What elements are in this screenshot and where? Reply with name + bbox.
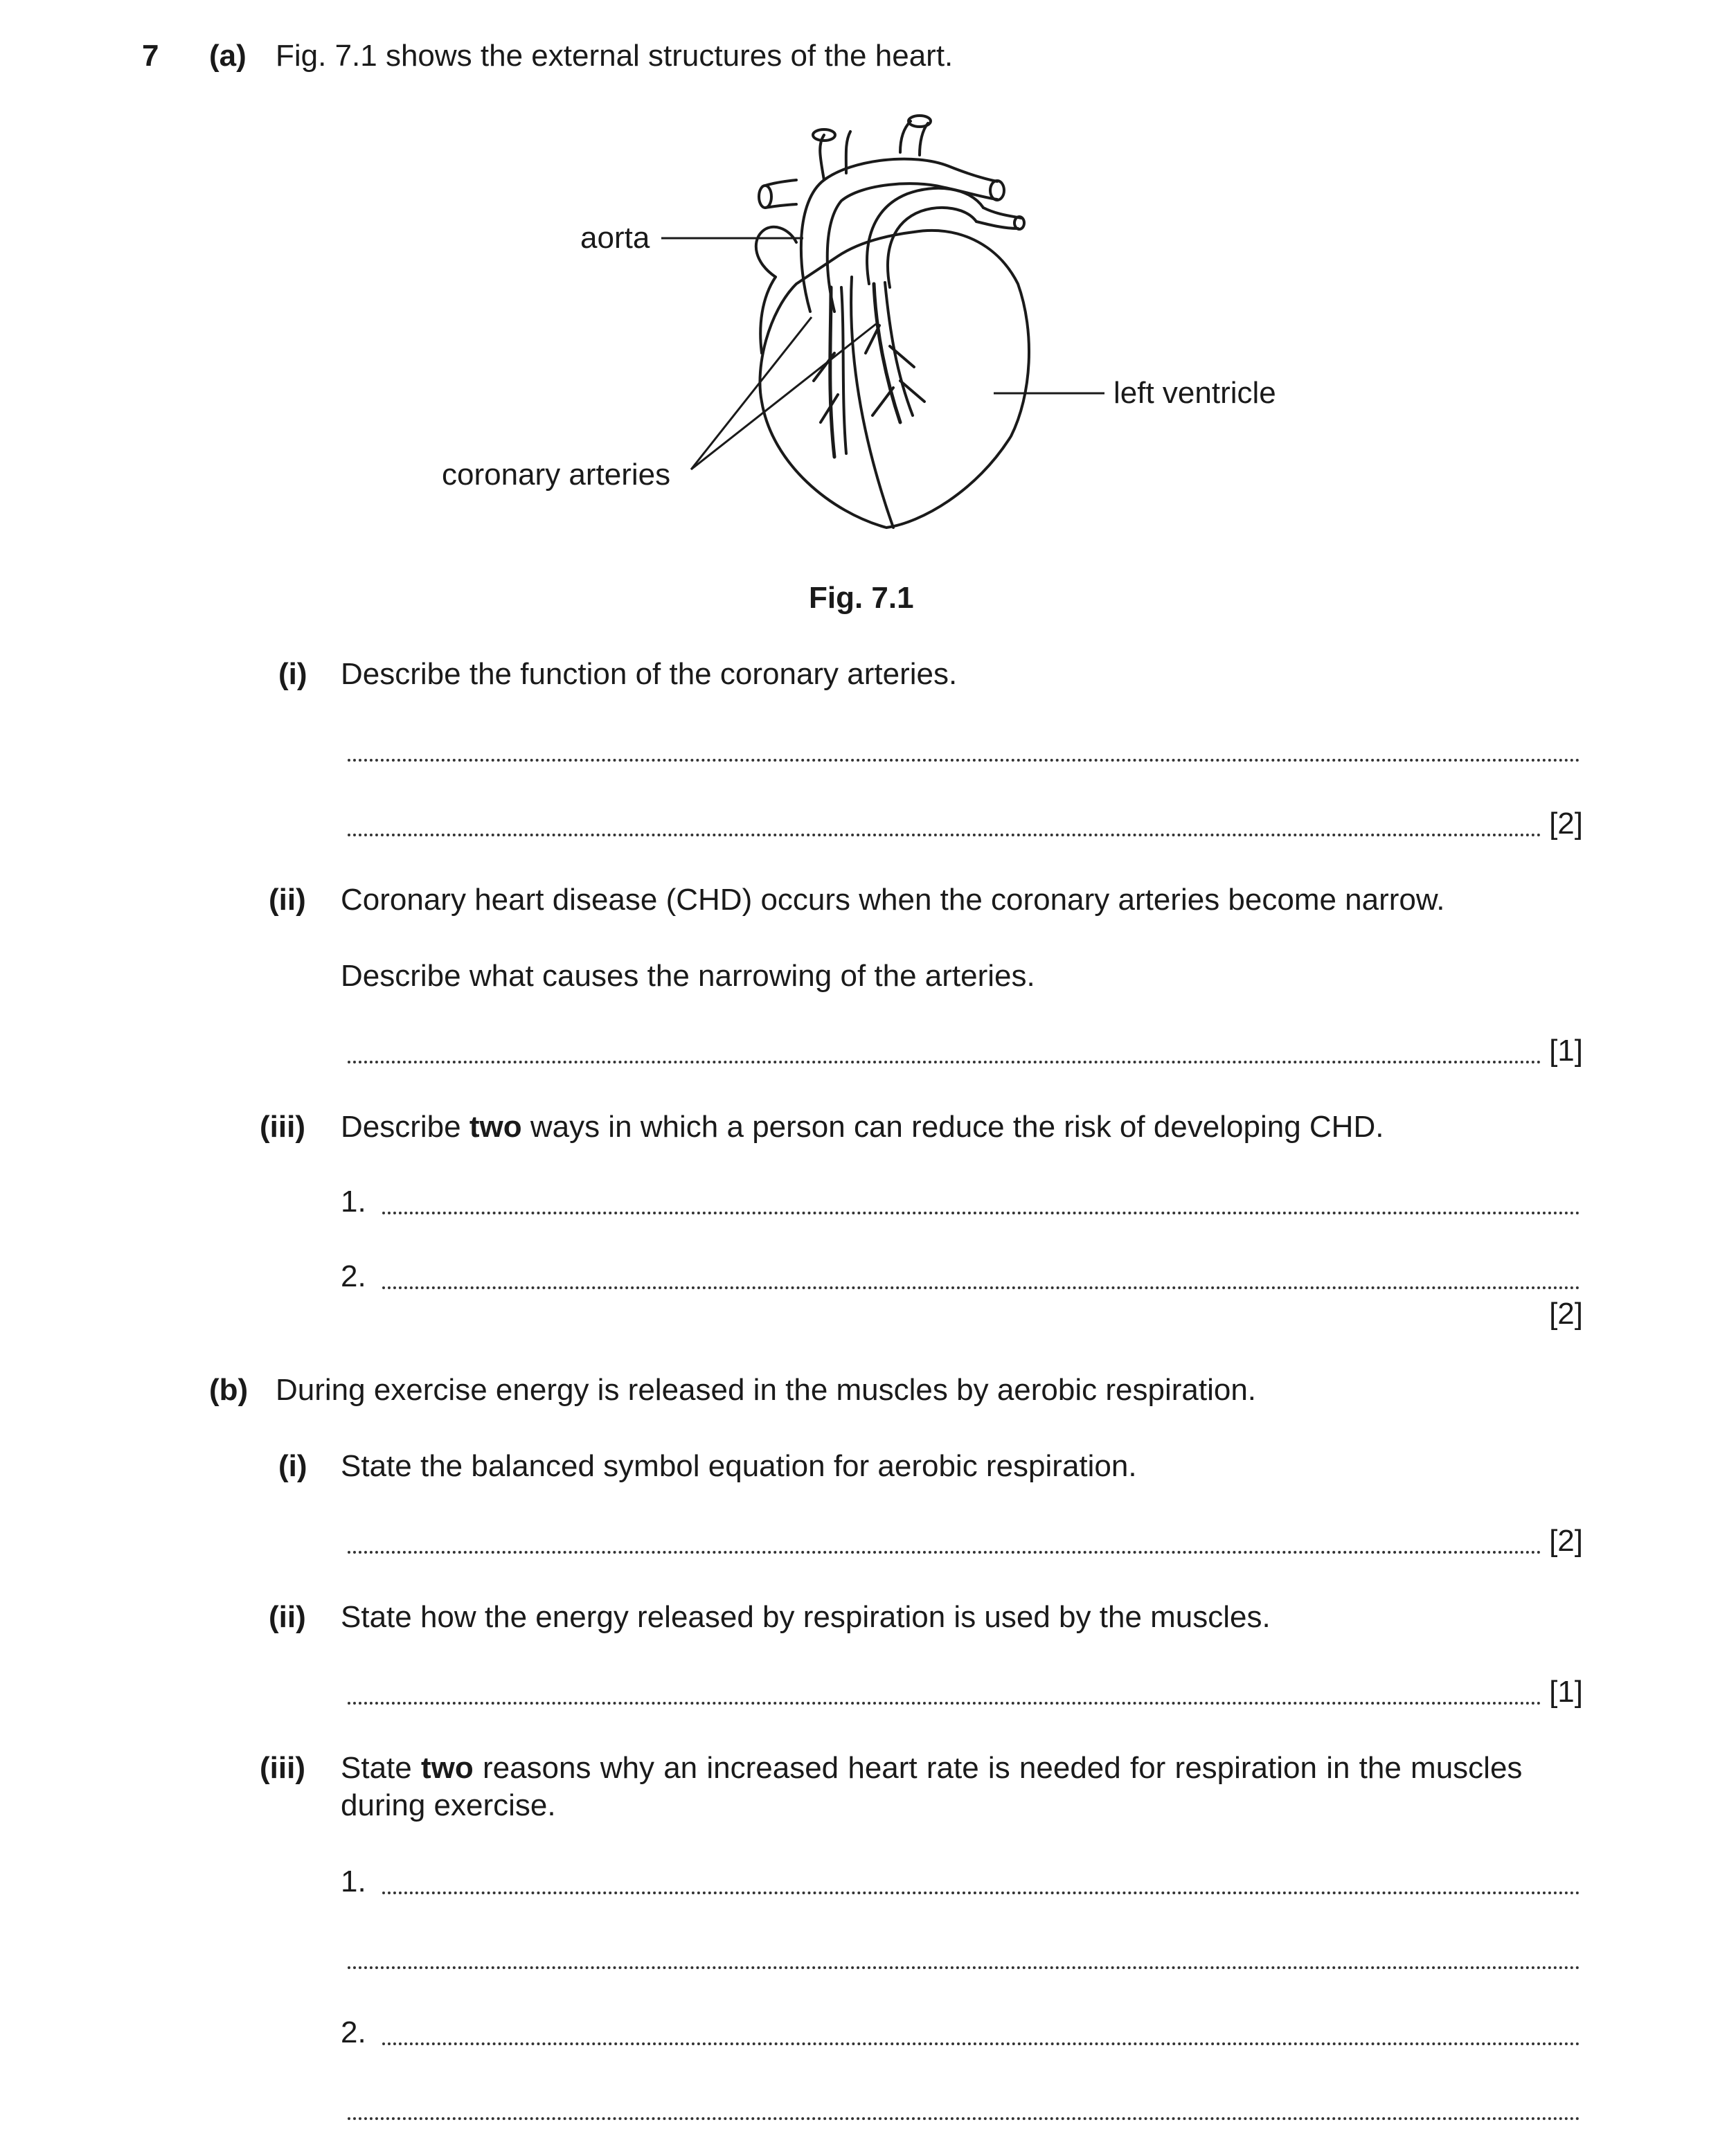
answer-line[interactable]: [348, 1933, 1580, 1969]
part-b-intro: During exercise energy is released in the muscles by aerobic respiration.: [276, 1373, 1257, 1407]
answer-line[interactable]: [382, 1253, 1580, 1289]
b-i-label: (i): [278, 1449, 307, 1483]
answer-line[interactable]: [382, 2009, 1580, 2045]
leader-coronary-arteries: [686, 305, 893, 478]
a-iii-label: (iii): [260, 1110, 305, 1144]
question-number: 7: [142, 39, 159, 73]
leader-aorta: [658, 228, 810, 249]
b-iii-text-post: reasons why an increased heart rate is needed for respiration in the muscles: [473, 1751, 1523, 1785]
mark-allocation: [2]: [1549, 1524, 1583, 1558]
a-ii-text2: Describe what causes the narrowing of the arteries.: [341, 959, 1035, 993]
b-iii-text-pre: State: [341, 1751, 421, 1785]
a-i-text: Describe the function of the coronary arteries.: [341, 657, 958, 691]
a-i-label: (i): [278, 657, 307, 691]
label-coronary-arteries: coronary arteries: [442, 458, 671, 492]
answer-line[interactable]: [382, 1178, 1580, 1214]
a-ii-text1: Coronary heart disease (CHD) occurs when the coronary arteries become narrow.: [341, 883, 1445, 917]
item-number: 2.: [341, 1259, 366, 1293]
answer-line[interactable]: [348, 726, 1580, 762]
b-i-text: State the balanced symbol equation for aerobic respiration.: [341, 1449, 1137, 1483]
a-iii-text-pre: Describe: [341, 1110, 469, 1144]
part-a-label: (a): [209, 39, 247, 73]
answer-line[interactable]: [348, 1027, 1541, 1063]
leader-left-ventricle: [990, 384, 1108, 404]
a-ii-label: (ii): [269, 883, 306, 917]
part-a-intro: Fig. 7.1 shows the external structures of the heart.: [276, 39, 954, 73]
item-number: 1.: [341, 1185, 366, 1219]
answer-line[interactable]: [348, 2084, 1580, 2120]
b-iii-text: [341, 1750, 1583, 1786]
a-iii-text-post: ways in which a person can reduce the risk of developing CHD.: [521, 1110, 1384, 1144]
item-number: 2.: [341, 2015, 366, 2049]
answer-line[interactable]: [348, 800, 1541, 836]
b-iii-text-line2: during exercise.: [341, 1788, 556, 1822]
label-aorta: aorta: [580, 221, 650, 255]
b-ii-text: State how the energy released by respiration is used by the muscles.: [341, 1600, 1271, 1634]
item-number: 1.: [341, 1865, 366, 1898]
mark-allocation: [1]: [1549, 1675, 1583, 1709]
label-left-ventricle: left ventricle: [1113, 376, 1276, 410]
mark-allocation: [2]: [1549, 1297, 1583, 1331]
part-b-label: (b): [209, 1373, 249, 1407]
answer-line[interactable]: [382, 1858, 1580, 1894]
a-iii-text-bold: two: [469, 1110, 522, 1144]
a-iii-text: [341, 1109, 1384, 1145]
b-ii-label: (ii): [269, 1600, 306, 1634]
b-iii-label: (iii): [260, 1751, 305, 1785]
mark-allocation: [1]: [1549, 1034, 1583, 1068]
answer-line[interactable]: [348, 1669, 1541, 1705]
mark-allocation: [2]: [1549, 807, 1583, 841]
answer-line[interactable]: [348, 1518, 1541, 1554]
b-iii-text-bold: two: [420, 1751, 474, 1785]
figure-caption: Fig. 7.1: [809, 581, 914, 615]
